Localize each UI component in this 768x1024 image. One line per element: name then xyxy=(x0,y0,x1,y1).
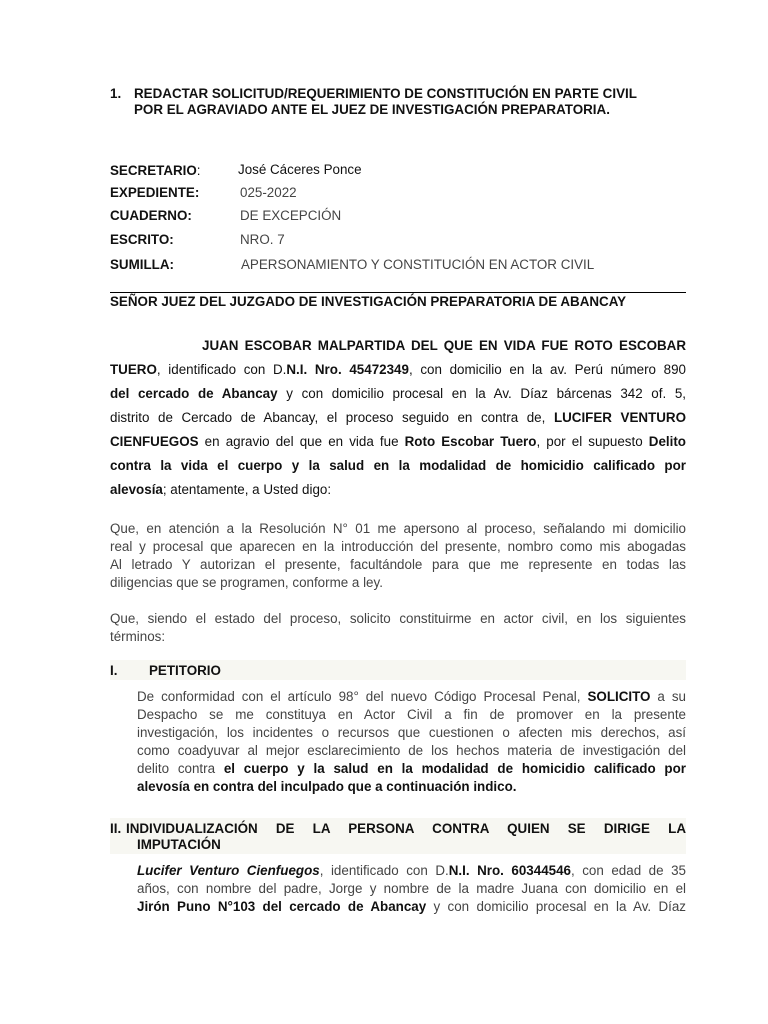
heading-line-1: REDACTAR SOLICITUD/REQUERIMIENTO DE CONSTITUCIÓN EN PARTE CIVIL xyxy=(134,86,637,101)
que-line: Que, en atención a la Resolución N° 01 me apersono al proceso, señalando mi domicilio xyxy=(110,521,686,536)
intro-line: JUAN ESCOBAR MALPARTIDA DEL QUE EN VIDA FUE ROTO ESCOBAR xyxy=(202,338,686,353)
section-2-numeral: II. xyxy=(110,821,122,836)
case-header-value: 025-2022 xyxy=(240,185,297,200)
intro-line: alevosía; atentamente, a Usted digo: xyxy=(110,482,332,497)
intro-paragraph xyxy=(110,338,686,508)
intro-line: contra la vida el cuerpo y la salud en la modalidad de homicidio calificado por xyxy=(110,458,686,473)
que-paragraph-1 xyxy=(110,520,686,592)
heading-line-2: POR EL AGRAVIADO ANTE EL JUEZ DE INVESTIGACIÓN PREPARATORIA. xyxy=(134,101,610,117)
section-1-title: PETITORIO xyxy=(149,663,221,678)
case-header-label-suffix: : xyxy=(196,163,201,178)
section-2-line: Jirón Puno N°103 del cercado de Abancay y con domicilio procesal en la Av. Díaz xyxy=(137,899,686,914)
case-header-secretario xyxy=(110,162,201,180)
case-header-label: SUMILLA: xyxy=(110,257,174,272)
que-line: real y procesal que aparecen en la introducción del presente, nombro como mis abogadas xyxy=(110,539,686,554)
heading-number: 1. xyxy=(110,86,122,101)
document-heading xyxy=(110,86,690,117)
intro-line: TUERO, identificado con D.N.I. Nro. 45472349, con domicilio en la av. Perú número 890 xyxy=(110,362,686,377)
section-1-line: Despacho se me constituya en Actor Civil a fin de promover en la presente xyxy=(137,707,686,722)
que-line: términos: xyxy=(110,629,166,644)
que-line: Al letrado Y autorizan el presente, facultándole para que me represente en todas las xyxy=(110,557,686,572)
que-paragraph-2 xyxy=(110,610,686,646)
section-2-line: Lucifer Venturo Cienfuegos, identificado con D.N.I. Nro. 60344546, con edad de 35 xyxy=(137,863,686,878)
intro-line: del cercado de Abancay y con domicilio procesal en la Av. Díaz bárcenas 342 of. 5, xyxy=(110,386,686,401)
section-1-line: como coadyuvar al mejor esclarecimiento de los hechos materia de investigación del xyxy=(137,743,686,758)
section-1-numeral: I. xyxy=(110,663,118,678)
section-1-line: De conformidad con el artículo 98° del nuevo Código Procesal Penal, SOLICITO a su xyxy=(137,689,686,704)
intro-line: CIENFUEGOS en agravio del que en vida fue Roto Escobar Tuero, por el supuesto Delito xyxy=(110,434,686,449)
que-line: diligencias que se programen, conforme a ley. xyxy=(110,575,383,590)
header-divider xyxy=(110,292,686,293)
section-2-title-line-1: INDIVIDUALIZACIÓN DE LA PERSONA CONTRA QUIEN SE DIRIGE LA xyxy=(126,821,686,836)
que-line: Que, siendo el estado del proceso, solicito constituirme en actor civil, en los siguientes xyxy=(110,611,686,626)
section-1-line: alevosía en contra del inculpado que a continuación indico. xyxy=(137,779,517,794)
section-2-line: años, con nombre del padre, Jorge y nombre de la madre Juana con domicilio en el xyxy=(137,881,686,896)
intro-line: distrito de Cercado de Abancay, el proceso seguido en contra de, LUCIFER VENTURO xyxy=(110,410,687,425)
section-1-line: delito contra el cuerpo y la salud en la modalidad de homicidio calificado por xyxy=(137,761,687,776)
section-2-title-line-2: IMPUTACIÓN xyxy=(137,837,221,852)
section-1-body xyxy=(137,688,686,796)
case-header-value: José Cáceres Ponce xyxy=(238,162,362,177)
case-header-value: NRO. 7 xyxy=(240,232,285,247)
case-header-value: APERSONAMIENTO Y CONSTITUCIÓN EN ACTOR CIVIL xyxy=(241,257,595,272)
case-header-label: SECRETARIO xyxy=(110,163,197,178)
section-1-line: investigación, los incidentes o recursos que cuestionen o afecten mis derechos, así xyxy=(137,725,686,740)
case-header-label: EXPEDIENTE: xyxy=(110,185,200,200)
case-header-label: CUADERNO: xyxy=(110,208,192,223)
addressee-line: SEÑOR JUEZ DEL JUZGADO DE INVESTIGACIÓN PREPARATORIA DE ABANCAY xyxy=(110,294,627,309)
section-2-body xyxy=(137,862,686,916)
case-header-value: DE EXCEPCIÓN xyxy=(240,208,342,223)
case-header-label: ESCRITO: xyxy=(110,232,174,247)
